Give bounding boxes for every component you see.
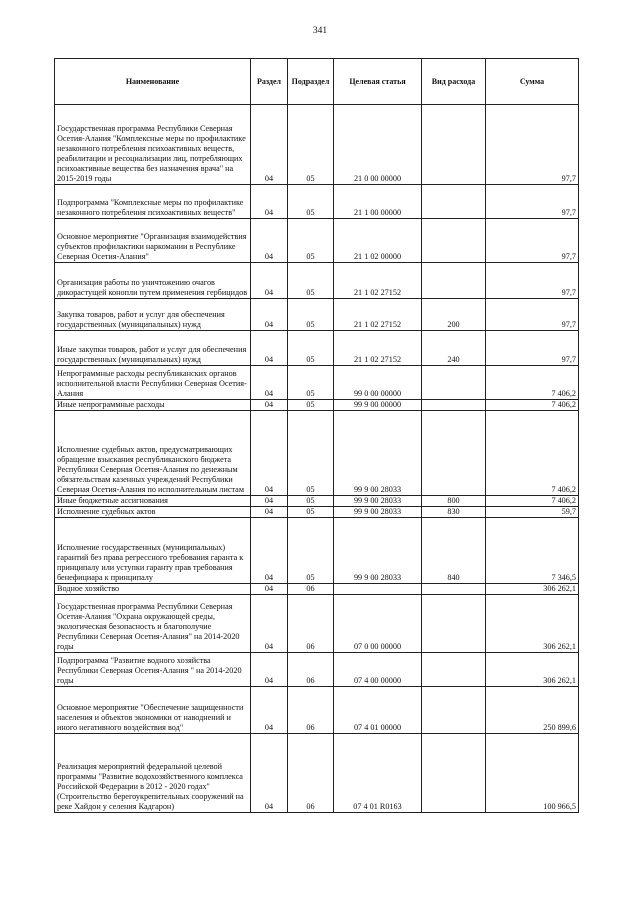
row-section: 04: [251, 411, 288, 496]
row-subsection: 05: [288, 219, 334, 263]
table-row: [55, 734, 579, 813]
row-expense-type: [422, 584, 486, 595]
row-subsection: 05: [288, 518, 334, 584]
row-section: 04: [251, 653, 288, 687]
row-sum: 306 262,1: [486, 584, 579, 595]
header-target: Целевая статья: [334, 59, 422, 105]
row-subsection: 06: [288, 584, 334, 595]
budget-table: [54, 58, 579, 813]
table-row: [55, 263, 579, 299]
row-sum: 306 262,1: [486, 595, 579, 653]
row-expense-type: 830: [422, 507, 486, 518]
row-name: Исполнение государственных (муниципальных) гарантий без права регрессного требования гаранта к принципалу или уступки гаранту прав требования бенефициара к принципалу: [55, 518, 251, 584]
row-sum: 7 346,5: [486, 518, 579, 584]
row-subsection: 05: [288, 299, 334, 331]
row-sum: 59,7: [486, 507, 579, 518]
row-expense-type: 240: [422, 331, 486, 366]
row-name: Организация работы по уничтожению очагов дикорастущей конопли путем применения гербицидов: [55, 263, 251, 299]
row-sum: 7 406,2: [486, 496, 579, 507]
row-name: Исполнение судебных актов, предусматривающих обращение взыскания республиканского бюджета Республики Северная Осетия-Алания по денежным обязательствам казенных учреждений Республики Северная Осетия-Алания по исполнительным листам: [55, 411, 251, 496]
row-target: 99 9 00 28033: [334, 411, 422, 496]
row-expense-type: [422, 734, 486, 813]
row-name: Государственная программа Республики Северная Осетия-Алания "Комплексные меры по профилактике незаконного потребления психоактивных веществ, реабилитации и ресоциализации лиц, потребляющих психоактивные вещества без назначения врача" на 2015-2019 годы: [55, 105, 251, 185]
row-section: 04: [251, 299, 288, 331]
row-expense-type: [422, 653, 486, 687]
row-sum: 97,7: [486, 299, 579, 331]
row-name: Непрограммные расходы республиканских органов исполнительной власти Республики Северная Осетия-Алания: [55, 366, 251, 400]
row-name: Водное хозяйство: [55, 584, 251, 595]
row-subsection: 05: [288, 400, 334, 411]
header-subsection: Подраздел: [288, 59, 334, 105]
header-name: Наименование: [55, 59, 251, 105]
row-target: 07 4 01 R0163: [334, 734, 422, 813]
row-expense-type: [422, 687, 486, 734]
row-sum: 100 966,5: [486, 734, 579, 813]
row-target: [334, 584, 422, 595]
row-sum: 97,7: [486, 263, 579, 299]
row-target: 21 1 02 27152: [334, 263, 422, 299]
table-row: [55, 299, 579, 331]
row-section: 04: [251, 595, 288, 653]
row-section: 04: [251, 185, 288, 219]
row-target: 99 9 00 28033: [334, 518, 422, 584]
row-target: 99 9 00 28033: [334, 507, 422, 518]
table-row: [55, 219, 579, 263]
row-subsection: 05: [288, 263, 334, 299]
row-subsection: 05: [288, 507, 334, 518]
row-sum: 97,7: [486, 185, 579, 219]
table-row: [55, 653, 579, 687]
row-expense-type: [422, 185, 486, 219]
row-name: Закупка товаров, работ и услуг для обеспечения государственных (муниципальных) нужд: [55, 299, 251, 331]
row-section: 04: [251, 331, 288, 366]
header-sum: Сумма: [486, 59, 579, 105]
row-subsection: 06: [288, 687, 334, 734]
row-expense-type: [422, 263, 486, 299]
row-target: 21 0 00 00000: [334, 105, 422, 185]
table-row: [55, 331, 579, 366]
table-row: [55, 400, 579, 411]
row-section: 04: [251, 263, 288, 299]
row-target: 07 4 00 00000: [334, 653, 422, 687]
row-subsection: 05: [288, 331, 334, 366]
row-sum: 97,7: [486, 219, 579, 263]
table-row: [55, 584, 579, 595]
row-name: Исполнение судебных актов: [55, 507, 251, 518]
row-sum: 7 406,2: [486, 400, 579, 411]
row-target: 99 9 00 28033: [334, 496, 422, 507]
table-row: [55, 185, 579, 219]
row-sum: 250 899,6: [486, 687, 579, 734]
row-expense-type: 800: [422, 496, 486, 507]
page-number: 341: [312, 26, 328, 36]
table-row: [55, 366, 579, 400]
table-row: [55, 595, 579, 653]
row-name: Подпрограмма "Комплексные меры по профилактике незаконного потребления психоактивных веществ": [55, 185, 251, 219]
row-target: 21 1 02 00000: [334, 219, 422, 263]
row-sum: 97,7: [486, 105, 579, 185]
table-row: [55, 496, 579, 507]
row-section: 04: [251, 219, 288, 263]
row-subsection: 05: [288, 496, 334, 507]
row-section: 04: [251, 518, 288, 584]
row-sum: 97,7: [486, 331, 579, 366]
row-expense-type: 200: [422, 299, 486, 331]
row-expense-type: [422, 400, 486, 411]
row-target: 99 9 00 00000: [334, 400, 422, 411]
row-section: 04: [251, 496, 288, 507]
row-section: 04: [251, 400, 288, 411]
row-target: 99 0 00 00000: [334, 366, 422, 400]
row-name: Государственная программа Республики Северная Осетия-Алания "Охрана окружающей среды, экологическая безопасность и благополучие Республики Северная Осетия-Алания" на 2014-2020 годы: [55, 595, 251, 653]
row-section: 04: [251, 105, 288, 185]
row-subsection: 06: [288, 653, 334, 687]
row-subsection: 05: [288, 411, 334, 496]
row-expense-type: [422, 411, 486, 496]
row-name: Подпрограмма "Развитие водного хозяйства Республики Северная Осетия-Алания " на 2014-2020 годы: [55, 653, 251, 687]
row-subsection: 05: [288, 185, 334, 219]
row-subsection: 05: [288, 105, 334, 185]
row-section: 04: [251, 584, 288, 595]
row-subsection: 06: [288, 595, 334, 653]
table-header-row: [55, 59, 579, 105]
row-expense-type: [422, 595, 486, 653]
row-section: 04: [251, 366, 288, 400]
row-expense-type: [422, 366, 486, 400]
row-target: 21 1 02 27152: [334, 299, 422, 331]
table-row: [55, 518, 579, 584]
row-name: Иные непрограммные расходы: [55, 400, 251, 411]
row-section: 04: [251, 687, 288, 734]
row-target: 21 1 00 00000: [334, 185, 422, 219]
row-expense-type: [422, 105, 486, 185]
row-subsection: 05: [288, 366, 334, 400]
row-expense-type: 840: [422, 518, 486, 584]
row-name: Реализация мероприятий федеральной целевой программы "Развитие водохозяйственного комплекса Российской Федерации в 2012 - 2020 годах" (Строительство берегоукрепительных сооружений на реке Хайдон у селения Кадгарон): [55, 734, 251, 813]
row-target: 21 1 02 27152: [334, 331, 422, 366]
row-subsection: 06: [288, 734, 334, 813]
table-row: [55, 687, 579, 734]
header-section: Раздел: [251, 59, 288, 105]
row-name: Иные бюджетные ассигнования: [55, 496, 251, 507]
table-row: [55, 507, 579, 518]
row-name: Основное мероприятие "Организация взаимодействия субъектов профилактики наркомании в Республике Северная Осетия-Алания": [55, 219, 251, 263]
header-expense-type: Вид расхода: [422, 59, 486, 105]
row-sum: 7 406,2: [486, 411, 579, 496]
row-name: Иные закупки товаров, работ и услуг для обеспечения государственных (муниципальных) нужд: [55, 331, 251, 366]
row-expense-type: [422, 219, 486, 263]
row-sum: 7 406,2: [486, 366, 579, 400]
row-sum: 306 262,1: [486, 653, 579, 687]
row-section: 04: [251, 507, 288, 518]
row-section: 04: [251, 734, 288, 813]
table-row: [55, 411, 579, 496]
row-target: 07 0 00 00000: [334, 595, 422, 653]
row-name: Основное мероприятие "Обеспечение защищенности населения и объектов экономики от наводнений и иного негативного воздействия вод": [55, 687, 251, 734]
table-row: [55, 105, 579, 185]
row-target: 07 4 01 00000: [334, 687, 422, 734]
